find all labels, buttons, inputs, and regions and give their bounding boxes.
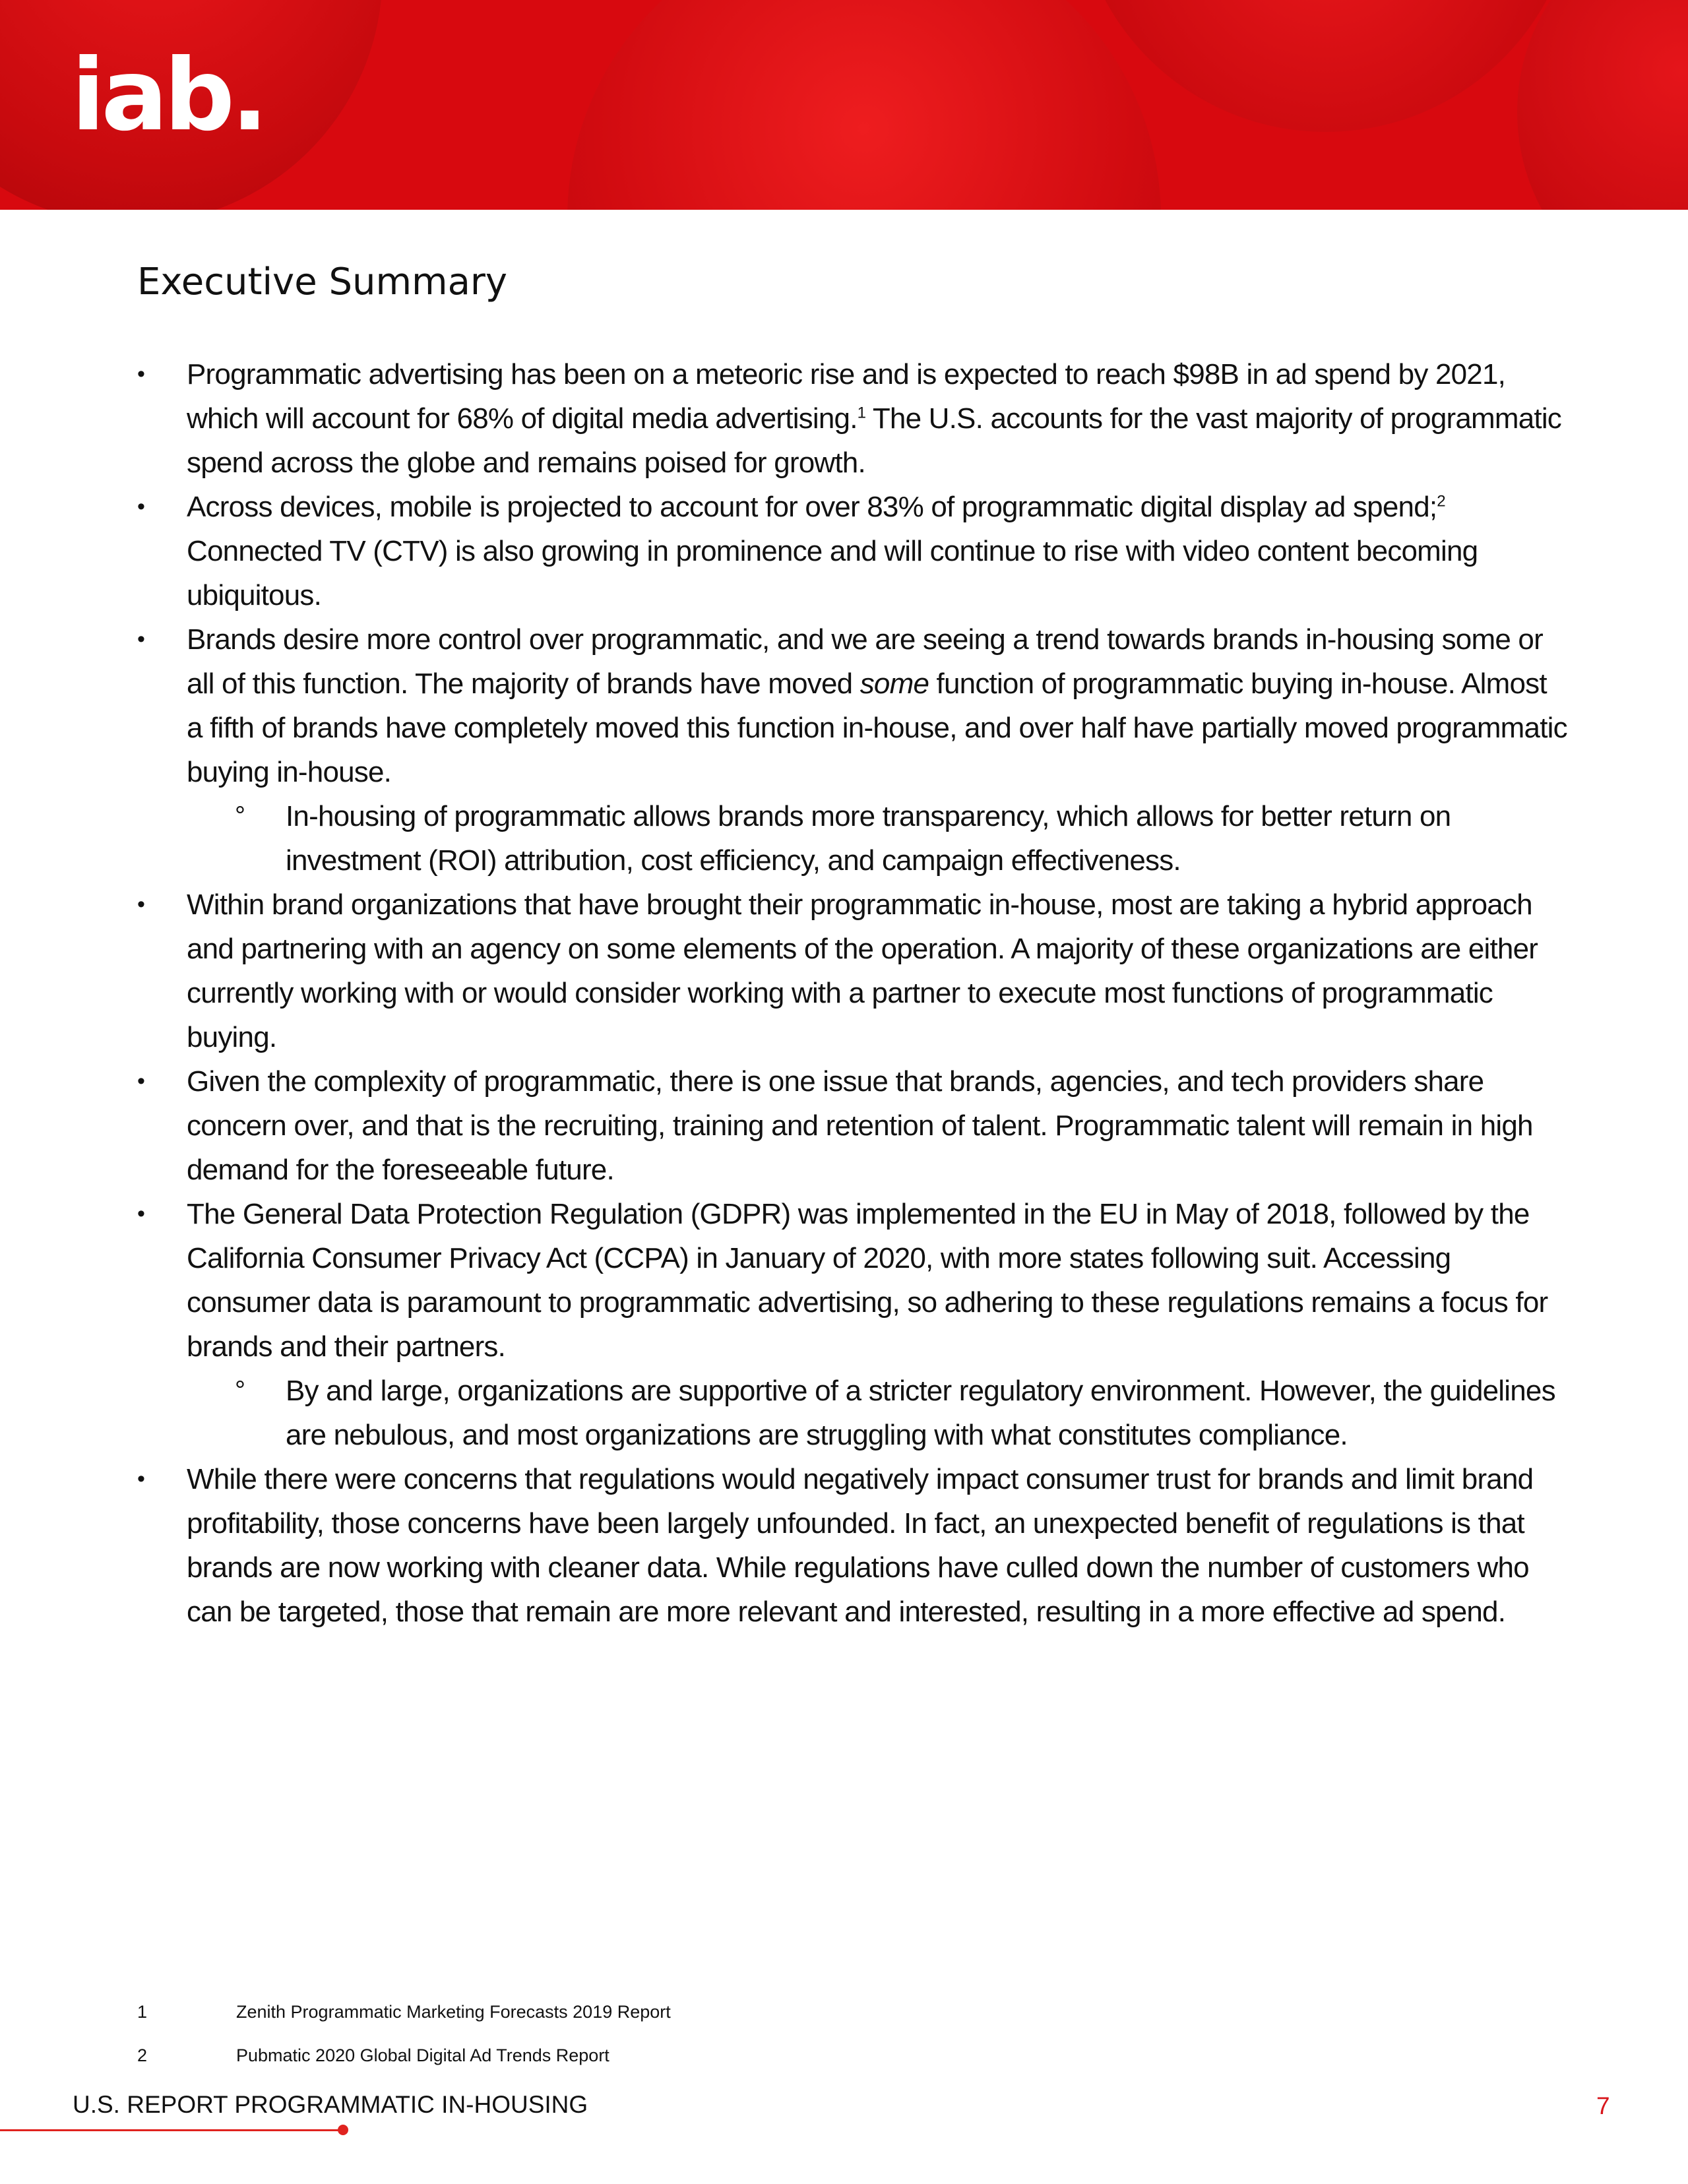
footnote-number: 2	[137, 2045, 148, 2065]
bullet-list	[137, 352, 1569, 1634]
footnote	[137, 2002, 671, 2045]
list-item: • While there were concerns that regulations would negatively impact consumer trust for brands and limit brand profitability, those concerns have been largely unfounded. In fact, an unexpected benefit of regulations is that brands are now working with cleaner data. While regulations have culled down the number of customers who can be targeted, those that remain are more relevant and interested, resulting in a more effective ad spend.	[137, 1457, 1569, 1634]
sub-list-item: ° In-housing of programmatic allows brands more transparency, which allows for better return on investment (ROI) attribution, cost efficiency, and campaign effectiveness.	[137, 794, 1569, 883]
footnote-ref: 2	[1437, 492, 1445, 511]
sub-list	[187, 794, 1569, 883]
list-item: • Within brand organizations that have brought their programmatic in-house, most are taking a hybrid approach and partnering with an agency on some elements of the operation. A majority of these organizations are either currently working with or would consider working with a partner to execute most functions of programmatic buying.	[137, 883, 1569, 1059]
list-item: • Brands desire more control over programmatic, and we are seeing a trend towards brands in-housing some or all of this function. The majority of brands have moved some function of programmatic buying in-house. Almost a fifth of brands have completely moved this function in-house, and over half have partially moved programmatic buying in-house. ° In-housing of programmatic allows brands more transparency, which allows for better return on investment (ROI) attribution, cost efficiency, and campaign effectiveness.	[137, 617, 1569, 883]
list-item: • The General Data Protection Regulation (GDPR) was implemented in the EU in May of 2018, followed by the California Consumer Privacy Act (CCPA) in January of 2020, with more states following suit. Accessing consumer data is paramount to programmatic advertising, so adhering to these regulations remains a focus for brands and their partners. ° By and large, organizations are supportive of a stricter regulatory environment. However, the guidelines are nebulous, and most organizations are struggling with what constitutes compliance.	[137, 1192, 1569, 1457]
executive-summary-body	[137, 352, 1569, 1634]
page-title: Executive Summary	[137, 261, 508, 303]
emphasis: some	[860, 668, 929, 700]
footnote-ref: 1	[857, 404, 866, 422]
list-item: • Given the complexity of programmatic, there is one issue that brands, agencies, and tech providers share concern over, and that is the recruiting, training and retention of talent. Programmatic talent will remain in high demand for the foreseeable future.	[137, 1059, 1569, 1192]
sub-list-item: ° By and large, organizations are supportive of a stricter regulatory environment. However, the guidelines are nebulous, and most organizations are struggling with what constitutes compliance.	[137, 1369, 1569, 1457]
footer-dot	[338, 2125, 348, 2135]
footnote	[137, 2045, 671, 2089]
footer-divider	[0, 2129, 343, 2131]
list-item: • Programmatic advertising has been on a meteoric rise and is expected to reach $98B in ad spend by 2021, which will account for 68% of digital media advertising.$^1$ The U.S. accounts for the vast majority of programmatic spend across the globe and remains poised for growth.	[137, 352, 1569, 485]
sub-list	[187, 1369, 1569, 1457]
footnotes	[137, 2002, 671, 2089]
list-item: • Across devices, mobile is projected to account for over 83% of programmatic digital display ad spend;$^2$ Connected TV (CTV) is also growing in prominence and will continue to rise with video content becoming ubiquitous.	[137, 485, 1569, 617]
footnote-text: Zenith Programmatic Marketing Forecasts 2019 Report	[236, 2002, 671, 2022]
header-banner	[0, 0, 1688, 210]
decorative-orb	[1517, 0, 1688, 210]
page-number: 7	[1596, 2092, 1610, 2119]
iab-logo: iab.	[71, 38, 265, 153]
report-title-footer: U.S. REPORT PROGRAMMATIC IN-HOUSING	[73, 2091, 588, 2118]
footnote-text: Pubmatic 2020 Global Digital Ad Trends Report	[236, 2045, 610, 2065]
decorative-orb	[1075, 0, 1577, 132]
footnote-number: 1	[137, 2002, 148, 2022]
decorative-orb	[567, 0, 1161, 210]
